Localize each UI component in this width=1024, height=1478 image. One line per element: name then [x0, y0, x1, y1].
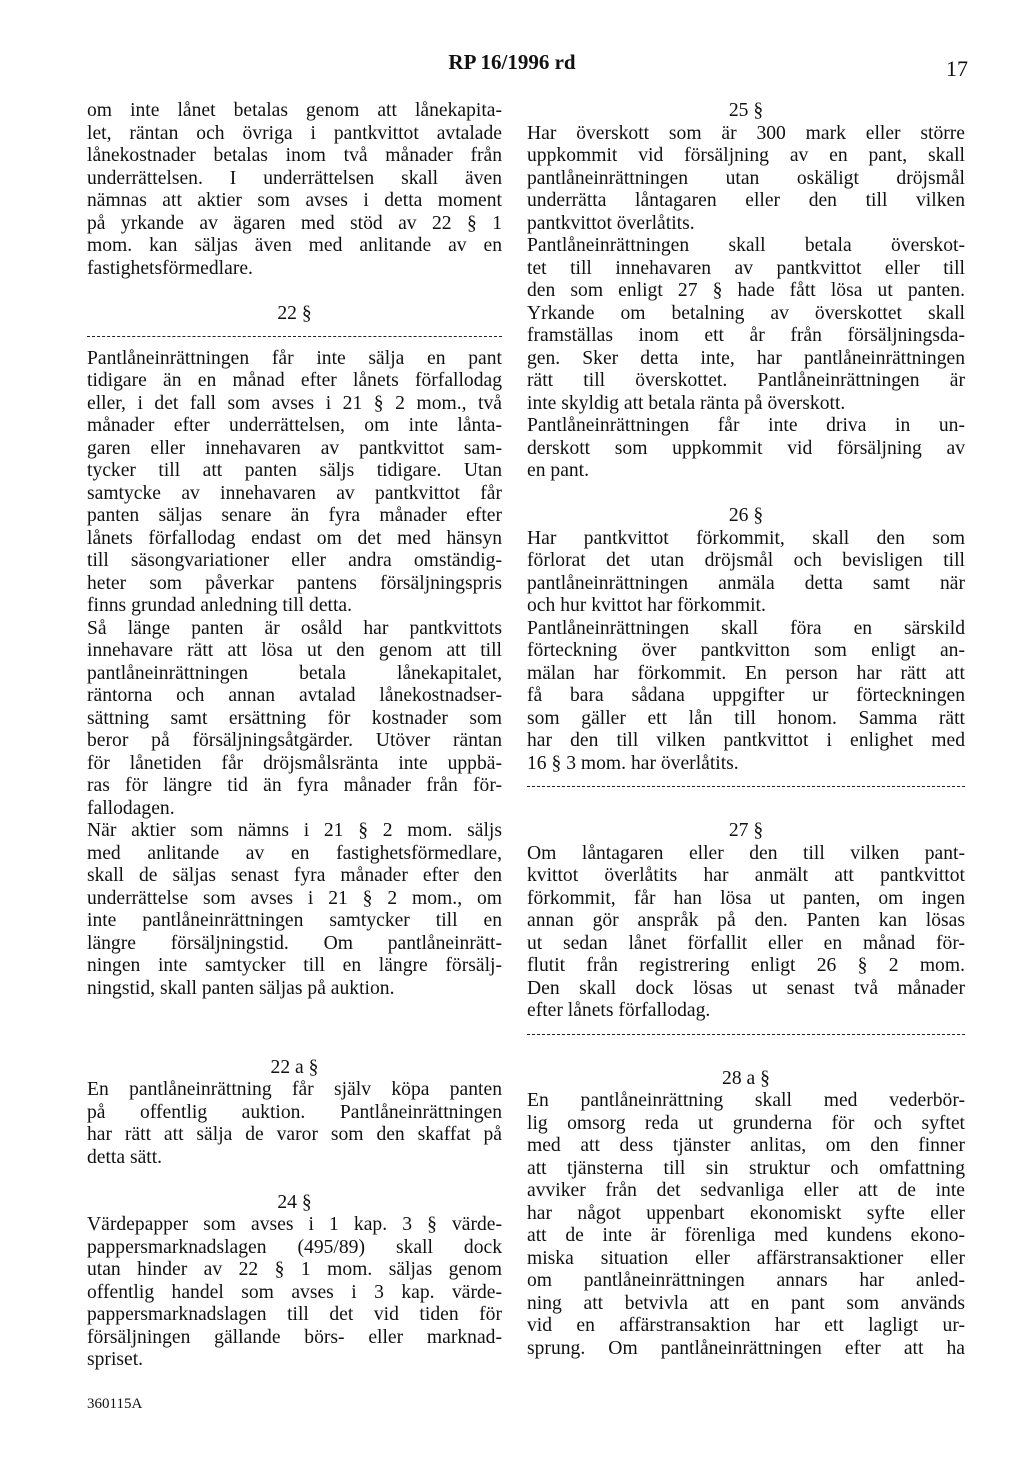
text-line: och hur kvittot har förkommit.: [527, 595, 766, 616]
text-line: den som enligt 27 § hade fått lösa ut panten.: [527, 280, 965, 301]
text-line: underrätta låntagaren eller den till vilken: [527, 190, 965, 211]
text-line: skall de säljas senast fyra månader efter den: [87, 865, 502, 886]
omission-dash-rule: [527, 1023, 965, 1046]
right-text-column: [527, 100, 965, 1360]
text-line: flutit från registrering enligt 26 § 2 mom.: [527, 955, 965, 976]
text-line: samtycke av innehavaren av pantkvittot får: [87, 482, 502, 504]
text-line: pantkvittot överlåtits.: [527, 212, 695, 234]
text-line: tidigare än en månad efter lånets förfallodag: [87, 370, 502, 391]
text-line: har rätt att sälja de varor som den skaffat på: [87, 1124, 502, 1145]
spacer: [527, 798, 965, 821]
text-line: som gäller ett lån till honom. Samma rätt: [527, 707, 965, 729]
text-line: sättning samt ersättning för kostnader som: [87, 707, 502, 729]
text-line: ning att betvivla att en pant som används: [527, 1292, 965, 1314]
text-line: Pantlåneinrättningen skall föra en särskild: [527, 617, 965, 639]
text-line: längre försäljningstid. Om pantlåneinrätt-: [87, 932, 502, 954]
text-line: rätt till överskottet. Pantlåneinrättningen är: [527, 370, 965, 391]
text-line: annan gör anspråk på den. Panten kan lösas: [527, 910, 965, 931]
spacer: [87, 1169, 502, 1192]
spacer: [527, 483, 965, 506]
text-line: Har pantkvittot förkommit, skall den som: [527, 527, 965, 549]
section-heading: 25 §: [728, 100, 764, 121]
section-heading: 22 §: [277, 302, 312, 324]
text-line: att tjänsterna till sin struktur och omfattning: [527, 1157, 965, 1179]
text-line: med att dess tjänster anlitas, om den finner: [527, 1135, 965, 1156]
text-line: lig omsorg reda ut grunderna för och syftet: [527, 1112, 965, 1134]
section-heading: 22 a §: [270, 1056, 319, 1078]
text-line: inte skyldig att betala ränta på överskott.: [527, 392, 846, 414]
text-line: vid en affärstransaktion har ett lagligt ur-: [527, 1315, 965, 1336]
text-line: pappersmarknadslagen till det vid tiden för: [87, 1304, 502, 1325]
text-line: Pantlåneinrättningen skall betala överskot-: [527, 235, 965, 256]
text-line: till säsongvariationer eller andra omständig-: [87, 550, 502, 571]
text-line: let, räntan och övriga i pantkvittot avtalade: [87, 122, 502, 144]
text-line: lånets förfallodag endast om det med hänsyn: [87, 527, 502, 549]
text-line: räntorna och annan avtalad lånekostnadser-: [87, 685, 502, 706]
text-line: detta sätt.: [87, 1146, 163, 1168]
text-line: Värdepapper som avses i 1 kap. 3 § värde-: [87, 1214, 502, 1235]
text-line: om inte lånet betalas genom att lånekapita-: [87, 100, 502, 121]
text-line: En pantlåneinrättning får själv köpa panten: [87, 1079, 502, 1100]
text-line: Så länge panten är osåld har pantkvittots: [87, 617, 502, 639]
spacer: [87, 1034, 502, 1057]
text-line: pantlåneinrättningen anmäla detta samt när: [527, 572, 965, 594]
text-line: månader efter underrättelsen, om inte lånta-: [87, 415, 502, 436]
text-line: tycker till att panten säljs tidigare. Utan: [87, 460, 502, 481]
text-line: innehavare rätt att lösa ut den genom att till: [87, 640, 502, 661]
text-line: har den till vilken pantkvittot i enlighet med: [527, 730, 965, 751]
text-line: gen. Sker detta inte, har pantlåneinrättningen: [527, 347, 965, 369]
text-line: heter som påverkar pantens försäljningspris: [87, 572, 502, 594]
section-heading: 26 §: [728, 505, 764, 526]
text-line: har något uppenbart ekonomiskt syfte eller: [527, 1202, 965, 1224]
text-line: panten säljas senare än fyra månader efter: [87, 505, 502, 526]
text-line: om pantlåneinrättningen annars har anled-: [527, 1270, 965, 1291]
text-line: mom. kan säljas även med anlitande av en: [87, 235, 502, 256]
text-line: finns grundad anledning till detta.: [87, 595, 353, 616]
text-line: för lånetiden får dröjsmålsränta inte uppbä-: [87, 752, 502, 774]
text-line: på yrkande av ägaren med stöd av 22 § 1: [87, 212, 502, 234]
spacer: [87, 1000, 502, 1034]
text-line: nämnas att aktier som avses i detta moment: [87, 190, 502, 211]
text-line: ningen inte samtycker till en längre försälj-: [87, 955, 502, 976]
text-line: pantlåneinrättningen betala lånekapitalet,: [87, 662, 502, 684]
text-line: Pantlåneinrättningen får inte driva in un-: [527, 415, 965, 436]
section-heading: 24 §: [277, 1191, 312, 1213]
text-line: beror på försäljningsåtgärder. Utöver räntan: [87, 730, 502, 751]
text-line: få bara sådana uppgifter ur förteckningen: [527, 685, 965, 706]
text-line: derskott som uppkommit vid försäljning av: [527, 437, 965, 459]
text-line: utan hinder av 22 § 1 mom. säljas genom: [87, 1259, 502, 1280]
text-line: uppkommit vid försäljning av en pant, skall: [527, 145, 965, 166]
text-line: fallodagen.: [87, 797, 175, 819]
text-line: sprung. Om pantlåneinrättningen efter att ha: [527, 1337, 965, 1359]
spacer: [527, 1045, 965, 1068]
text-line: med anlitande av en fastighetsförmedlare,: [87, 842, 502, 864]
page-number: 17: [946, 56, 968, 81]
text-line: fastighetsförmedlare.: [87, 257, 253, 279]
text-line: miska situation eller affärstransaktioner eller: [527, 1247, 965, 1269]
text-line: Yrkande om betalning av överskottet skall: [527, 302, 965, 324]
text-line: framställas inom ett år från försäljningsda-: [527, 325, 965, 346]
text-line: Den skall dock lösas ut senast två månader: [527, 977, 965, 999]
text-line: att de inte är förenliga med kundens ekono-: [527, 1225, 965, 1246]
omission-dash-rule: [87, 325, 502, 348]
text-line: 16 § 3 mom. har överlåtits.: [527, 752, 739, 774]
text-line: underrättelse som avses i 21 § 2 mom., om: [87, 887, 502, 909]
text-line: spriset.: [87, 1349, 144, 1370]
text-line: en pant.: [527, 460, 590, 481]
text-line: förlorat det utan dröjsmål och bevisligen till: [527, 550, 965, 571]
text-line: efter lånets förfallodag.: [527, 1000, 711, 1021]
text-line: Pantlåneinrättningen får inte sälja en pant: [87, 347, 502, 369]
omission-dash-rule: [527, 775, 965, 798]
text-line: pappersmarknadslagen (495/89) skall dock: [87, 1236, 502, 1258]
left-text-column: [87, 100, 502, 1372]
text-line: underrättelsen. I underrättelsen skall även: [87, 167, 502, 189]
section-heading: 28 a §: [722, 1067, 770, 1089]
page-header: [0, 48, 1024, 84]
text-line: mälan har förkommit. En person har rätt att: [527, 662, 965, 684]
text-line: ut sedan lånet förfallit eller en månad för-: [527, 932, 965, 954]
text-line: kvittot överlåtits har anmält att pantkvittot: [527, 865, 965, 886]
text-line: avviker från det sedvanliga eller att de inte: [527, 1180, 965, 1201]
text-line: ningstid, skall panten säljas på auktion.: [87, 977, 395, 999]
text-line: offentlig handel som avses i 3 kap. värde-: [87, 1281, 502, 1303]
text-line: lånekostnader betalas inom två månader från: [87, 145, 502, 166]
text-line: En pantlåneinrättning skall med vederbör-: [527, 1090, 965, 1111]
text-line: på offentlig auktion. Pantlåneinrättningen: [87, 1101, 502, 1123]
text-line: pantlåneinrättningen utan oskäligt dröjsmål: [527, 167, 965, 189]
text-line: förteckning över pantkvitton som enligt an-: [527, 640, 965, 661]
text-line: eller, i det fall som avses i 21 § 2 mom., två: [87, 392, 502, 414]
text-line: förkommit, får han lösa ut panten, om ingen: [527, 887, 965, 909]
text-line: tet till innehavaren av pantkvittot eller till: [527, 257, 965, 279]
text-line: inte pantlåneinrättningen samtycker till en: [87, 910, 502, 931]
text-line: Om låntagaren eller den till vilken pant-: [527, 842, 965, 864]
running-title: RP 16/1996 rd: [448, 50, 576, 74]
spacer: [87, 280, 502, 303]
text-line: När aktier som nämns i 21 § 2 mom. säljs: [87, 820, 502, 841]
text-line: garen eller innehavaren av pantkvittot sam-: [87, 437, 502, 459]
print-code: 360115A: [87, 1396, 143, 1412]
text-line: Har överskott som är 300 mark eller större: [527, 122, 965, 144]
section-heading: 27 §: [728, 820, 764, 841]
text-line: försäljningen gällande börs- eller marknad-: [87, 1326, 502, 1348]
text-line: ras för längre tid än fyra månader från för-: [87, 775, 502, 796]
